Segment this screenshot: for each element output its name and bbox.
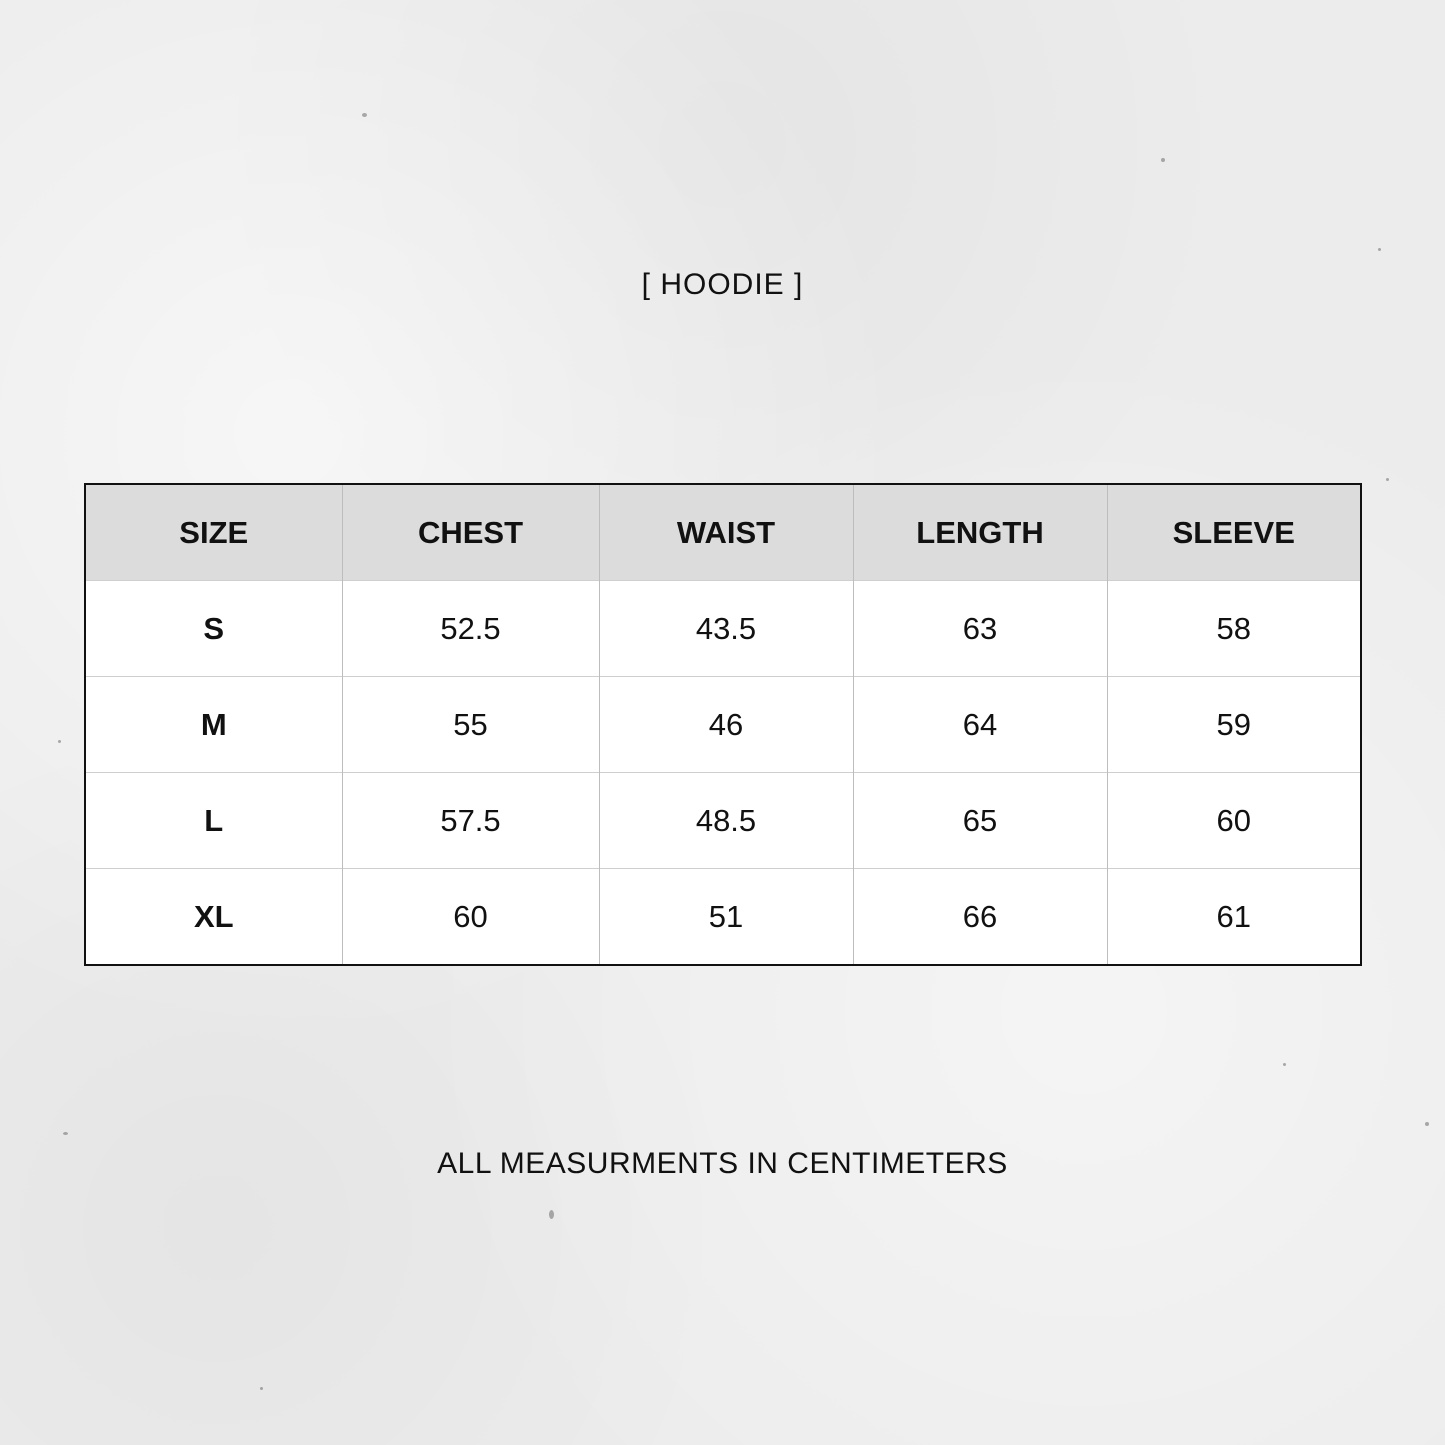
waist-value: 46: [599, 677, 853, 773]
chest-value: 55: [342, 677, 599, 773]
sleeve-value: 59: [1107, 677, 1361, 773]
paper-speck: [1386, 478, 1389, 481]
length-value: 64: [853, 677, 1107, 773]
table-row: [85, 581, 1361, 677]
waist-value: 51: [599, 869, 853, 966]
size-label: S: [85, 581, 342, 677]
table-row: [85, 869, 1361, 966]
header-size: SIZE: [85, 484, 342, 581]
length-value: 66: [853, 869, 1107, 966]
length-value: 63: [853, 581, 1107, 677]
paper-speck: [1283, 1063, 1286, 1066]
sleeve-value: 60: [1107, 773, 1361, 869]
header-waist: WAIST: [599, 484, 853, 581]
chest-value: 60: [342, 869, 599, 966]
waist-value: 43.5: [599, 581, 853, 677]
paper-speck: [58, 740, 61, 743]
size-label: XL: [85, 869, 342, 966]
sleeve-value: 58: [1107, 581, 1361, 677]
paper-speck: [549, 1210, 554, 1219]
chest-value: 52.5: [342, 581, 599, 677]
size-label: M: [85, 677, 342, 773]
paper-speck: [1378, 248, 1381, 251]
size-chart-table: [84, 483, 1362, 966]
page-title: [ HOODIE ]: [641, 268, 804, 301]
table-header-row: [85, 484, 1361, 581]
table-row: [85, 773, 1361, 869]
header-length: LENGTH: [853, 484, 1107, 581]
size-label: L: [85, 773, 342, 869]
sleeve-value: 61: [1107, 869, 1361, 966]
paper-speck: [260, 1387, 263, 1390]
length-value: 65: [853, 773, 1107, 869]
waist-value: 48.5: [599, 773, 853, 869]
paper-speck: [63, 1132, 68, 1135]
chest-value: 57.5: [342, 773, 599, 869]
paper-speck: [362, 113, 367, 117]
paper-speck: [1425, 1122, 1429, 1126]
header-chest: CHEST: [342, 484, 599, 581]
paper-speck: [1161, 158, 1165, 162]
header-sleeve: SLEEVE: [1107, 484, 1361, 581]
units-footnote: ALL MEASURMENTS IN CENTIMETERS: [437, 1147, 1008, 1180]
table-row: [85, 677, 1361, 773]
